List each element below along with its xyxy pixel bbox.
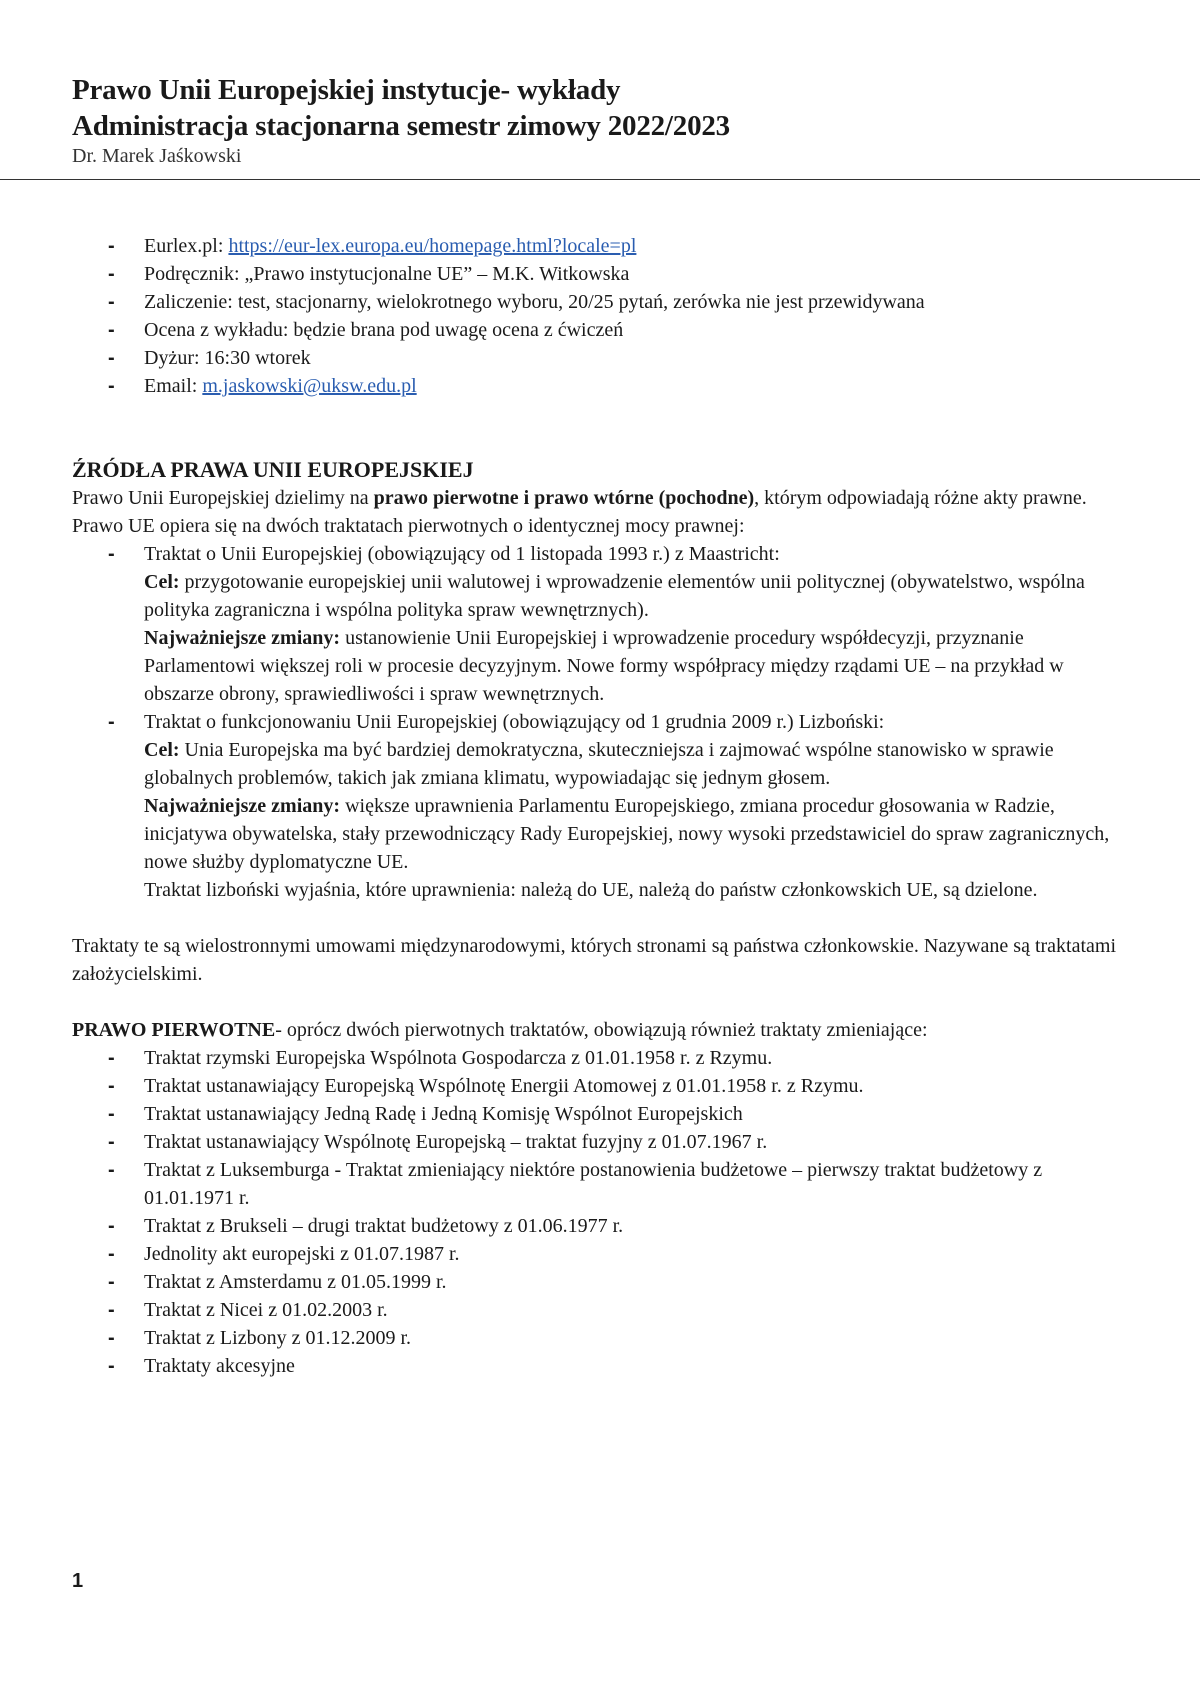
treaty-lisbon-goal: Cel: Unia Europejska ma być bardziej demokratyczna, skuteczniejsza i zajmować wspólne stanowisko w sprawie globalnych problemów, takich jak zmiana klimatu, wypowiadając się jednym głosem. xyxy=(144,739,1054,789)
list-item: - Traktat z Luksemburga - Traktat zmieniający niektóre postanowienia budżetowe – pierwszy traktat budżetowy z 01.01.1971 r. xyxy=(144,1156,1132,1212)
list-item: - Traktat z Brukseli – drugi traktat budżetowy z 01.06.1977 r. xyxy=(144,1212,1132,1240)
sources-intro: Prawo Unii Europejskiej dzielimy na prawo pierwotne i prawo wtórne (pochodne), którym odpowiadają różne akty prawne. xyxy=(72,487,1087,509)
treaty-lisbon-competences: Traktat lizboński wyjaśnia, które uprawnienia: należą do UE, należą do państw członkowskich UE, są dzielone. xyxy=(144,879,1038,901)
list-item: - Traktaty akcesyjne xyxy=(144,1352,1132,1380)
treaty-maastricht-title: - Traktat o Unii Europejskiej (obowiązujący od 1 listopada 1993 r.) z Maastricht: xyxy=(144,543,780,565)
amending-treaties-list xyxy=(72,1044,1132,1380)
sources-intro-2: Prawo UE opiera się na dwóch traktatach pierwotnych o identycznej mocy prawnej: xyxy=(72,515,745,537)
section-heading-sources: ŹRÓDŁA PRAWA UNII EUROPEJSKIEJ xyxy=(72,457,474,482)
list-item: - Traktat z Lizbony z 01.12.2009 r. xyxy=(144,1324,1132,1352)
list-item: - Podręcznik: „Prawo instytucjonalne UE” – M.K. Witkowska xyxy=(144,260,1132,288)
list-item: - Jednolity akt europejski z 01.07.1987 r. xyxy=(144,1240,1132,1268)
treaty-maastricht-goal: Cel: przygotowanie europejskiej unii walutowej i wprowadzenie elementów unii politycznej (obywatelstwo, wspólna polityka zagraniczna i wspólna polityka spraw wewnętrznych). xyxy=(144,571,1085,621)
document-body xyxy=(72,232,1132,1380)
list-item xyxy=(144,232,1132,260)
course-title: Prawo Unii Europejskiej instytucje- wykłady xyxy=(72,74,621,106)
list-item: - Traktat z Amsterdamu z 01.05.1999 r. xyxy=(144,1268,1132,1296)
course-info-list xyxy=(72,232,1132,400)
page-number: 1 xyxy=(72,1570,84,1592)
course-subtitle: Administracja stacjonarna semestr zimowy 2022/2023 xyxy=(72,110,730,142)
list-item: - Traktat rzymski Europejska Wspólnota Gospodarcza z 01.01.1958 r. z Rzymu. xyxy=(144,1044,1132,1072)
email-label: Email: xyxy=(144,375,203,397)
treaties-note: Traktaty te są wielostronnymi umowami międzynarodowymi, których stronami są państwa członkowskie. Nazywane są traktatami założycielskimi. xyxy=(72,935,1117,985)
eurlex-link[interactable]: https://eur-lex.europa.eu/homepage.html?locale=pl xyxy=(228,235,637,257)
eurlex-label: Eurlex.pl: xyxy=(144,235,229,257)
treaties-list xyxy=(72,540,1132,904)
author-name: Dr. Marek Jaśkowski xyxy=(72,145,242,167)
list-item xyxy=(144,372,1132,400)
email-link[interactable]: m.jaskowski@uksw.edu.pl xyxy=(202,375,417,397)
list-item xyxy=(144,540,1132,708)
document-header xyxy=(72,72,1160,168)
header-divider xyxy=(0,179,1200,180)
list-item: - Traktat ustanawiający Jedną Radę i Jedną Komisję Wspólnot Europejskich xyxy=(144,1100,1132,1128)
list-item xyxy=(144,708,1132,904)
treaty-maastricht-changes: Najważniejsze zmiany: ustanowienie Unii Europejskiej i wprowadzenie procedury współdecyzji, przyznanie Parlamentowi większej roli w procesie decyzyjnym. Nowe formy współpracy między rządami UE – na przykład w obszarze obrony, sprawiedliwości i spraw wewnętrznych. xyxy=(144,627,1064,705)
treaty-lisbon-changes: Najważniejsze zmiany: większe uprawnienia Parlamentu Europejskiego, zmiana procedur głosowania w Radzie, inicjatywa obywatelska, stały przewodniczący Rady Europejskiej, nowy wysoki przedstawiciel do spraw zagranicznych, nowe służby dyplomatyczne UE. xyxy=(144,795,1110,873)
treaty-lisbon-title: - Traktat o funkcjonowaniu Unii Europejskiej (obowiązujący od 1 grudnia 2009 r.) Lizboński: xyxy=(144,711,885,733)
list-item: - Traktat z Nicei z 01.02.2003 r. xyxy=(144,1296,1132,1324)
list-item: - Traktat ustanawiający Wspólnotę Europejską – traktat fuzyjny z 01.07.1967 r. xyxy=(144,1128,1132,1156)
list-item: - Traktat ustanawiający Europejską Wspólnotę Energii Atomowej z 01.01.1958 r. z Rzymu. xyxy=(144,1072,1132,1100)
primary-law-intro: PRAWO PIERWOTNE- oprócz dwóch pierwotnych traktatów, obowiązują również traktaty zmieniające: xyxy=(72,1019,928,1041)
list-item: - Zaliczenie: test, stacjonarny, wielokrotnego wyboru, 20/25 pytań, zerówka nie jest przewidywana xyxy=(144,288,1132,316)
list-item: - Ocena z wykładu: będzie brana pod uwagę ocena z ćwiczeń xyxy=(144,316,1132,344)
list-item: - Dyżur: 16:30 wtorek xyxy=(144,344,1132,372)
